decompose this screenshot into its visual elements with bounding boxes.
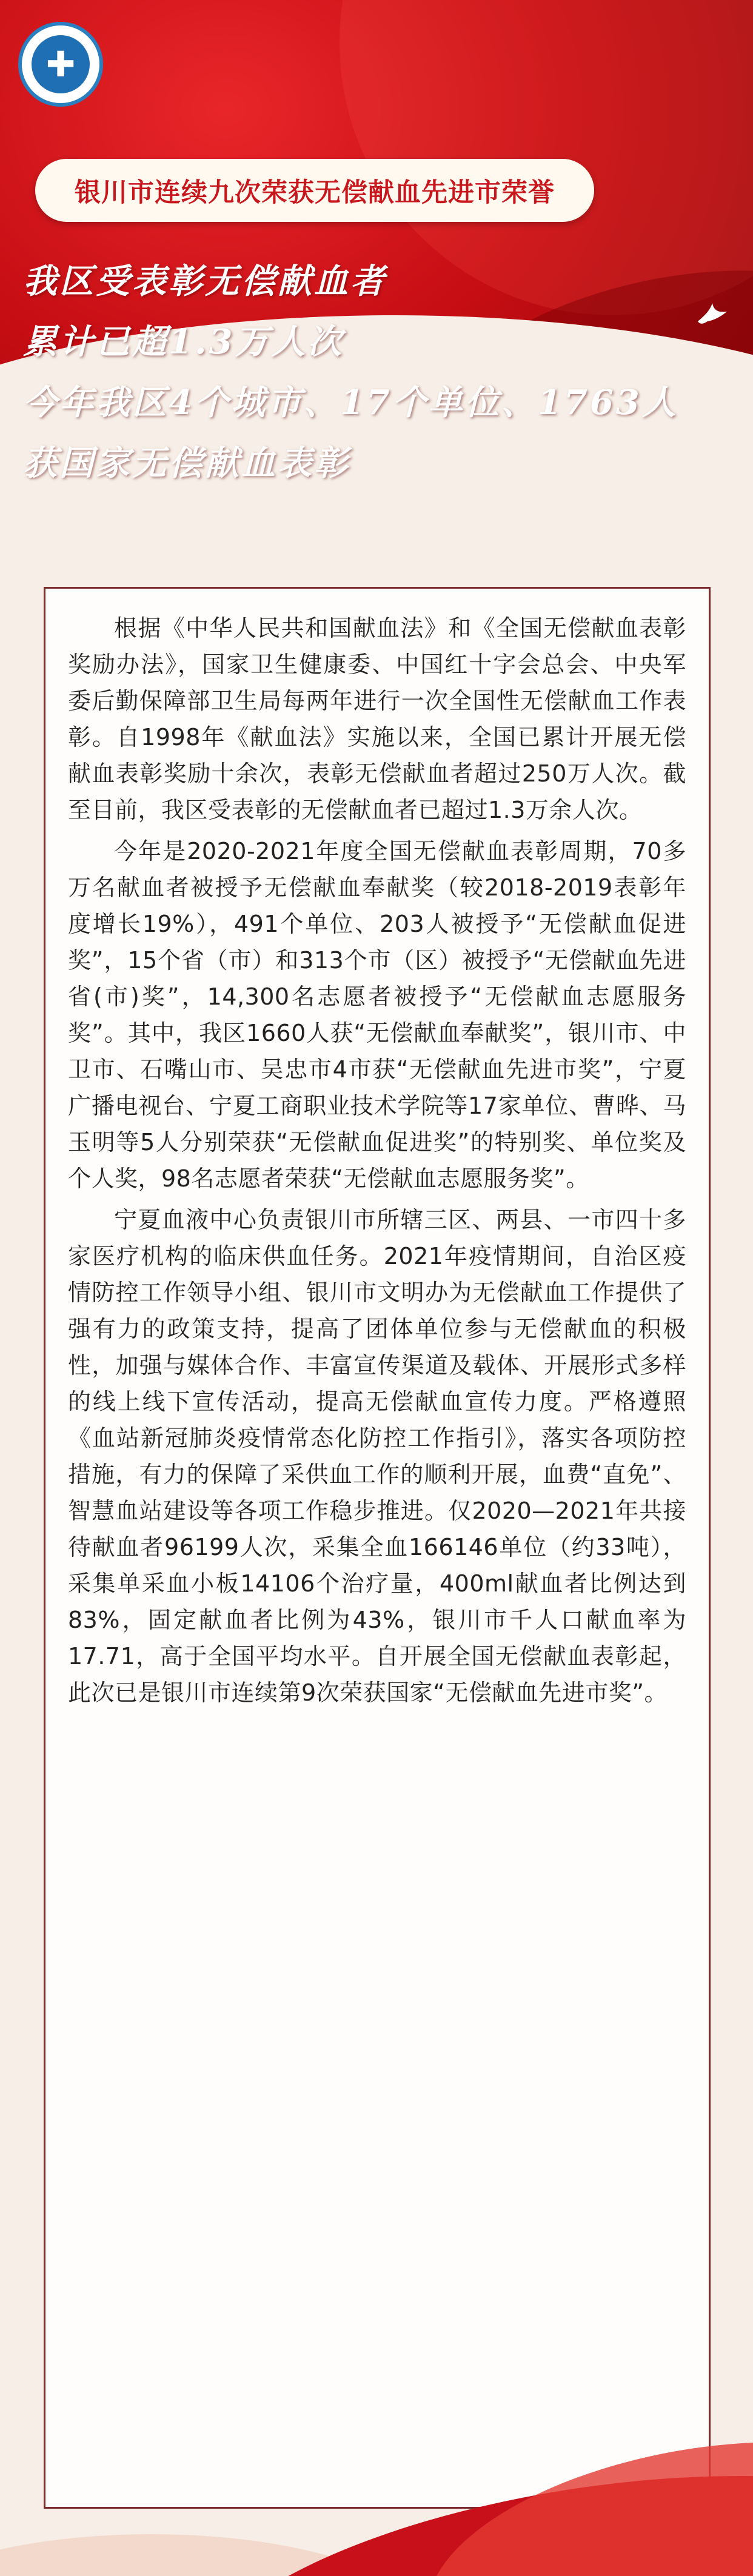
cross-icon: ✚ [45,44,76,85]
article-paragraph-2: 今年是2020-2021年度全国无偿献血表彰周期，70多万名献血者被授予无偿献血奉献奖（较2018-2019表彰年度增长19%），491个单位、203人被授予“无偿献血促进奖”，15个省（市）和313个市（区）被授予“无偿献血先进省(市)奖”，14,300名志愿者被授予“无偿献血志愿服务奖”。其中，我区1660人获“无偿献血奉献奖”，银川市、中卫市、石嘴山市、吴忠市4市获“无偿献血先进市奖”，宁夏广播电视台、宁夏工商职业技术学院等17家单位、曹晔、马玉明等5人分别荣获“无偿献血促进奖”的特别奖、单位奖及个人奖，98名志愿者荣获“无偿献血志愿服务奖”。 [68,838,686,1192]
article-body [68,610,686,1711]
article-paragraph-3: 宁夏血液中心负责银川市所辖三区、两县、一市四十多家医疗机构的临床供血任务。2021年疫情期间，自治区疫情防控工作领导小组、银川市文明办为无偿献血工作提供了强有力的政策支持，提高了团体单位参与无偿献血的积极性，加强与媒体合作、丰富宣传渠道及载体、开展形式多样的线上线下宣传活动，提高无偿献血宣传力度。严格遵照《血站新冠肺炎疫情常态化防控工作指引》，落实各项防控措施，有力的保障了采供血工作的顺利开展，血费“直免”、智慧血站建设等各项工作稳步推进。仅2020—2021年共接待献血者96199人次，采集全血166146单位（约33吨），采集单采血小板14106个治疗量，400ml献血者比例达到83%，固定献血者比例为43%，银川市千人口献血率为17.71，高于全国平均水平。自开展全国无偿献血表彰起，此次已是银川市连续第9次荣获国家“无偿献血先进市奖”。 [68,1206,686,1706]
headline-line-3: 今年我区4个城市、17个单位、1763人 [23,383,678,423]
article-paragraph-1: 根据《中华人民共和国献血法》和《全国无偿献血表彰奖励办法》，国家卫生健康委、中国红十字会总会、中央军委后勤保障部卫生局每两年进行一次全国性无偿献血工作表彰。自1998年《献血法》实施以来，全国已累计开展无偿献血表彰奖励十余次，表彰无偿献血者超过250万人次。截至目前，我区受表彰的无偿献血者已超过1.3万余人次。 [68,615,686,823]
red-cross-logo-icon [18,22,103,107]
title-pill [35,159,594,222]
footer-ribbon [0,2413,753,2576]
headline-line-2: 累计已超1.3万人次 [23,322,344,362]
headline-line-4: 获国家无偿献血表彰 [23,443,350,483]
footer-red-highlight [407,2413,753,2576]
dove-icon [694,297,731,333]
headline-line-1: 我区受表彰无偿献血者 [23,261,387,301]
banner-highlight [340,0,753,315]
page-title: 银川市连续九次荣获无偿献血先进市荣誉 [75,177,555,208]
logo-inner-circle [32,35,90,93]
